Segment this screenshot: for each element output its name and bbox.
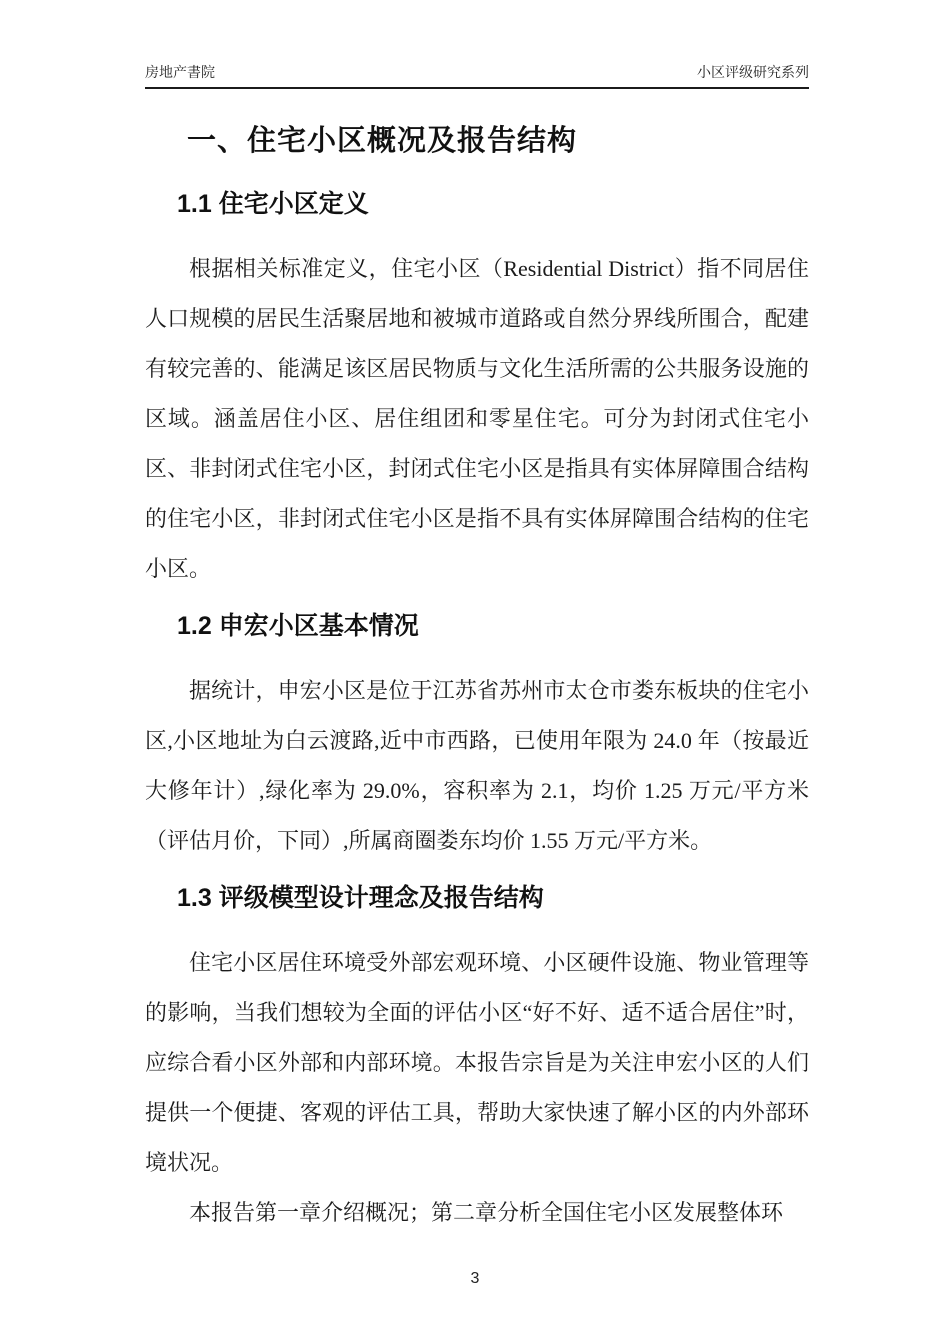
- section-1-1-paragraph: 根据相关标准定义，住宅小区（Residential District）指不同居住人口规模的居民生活聚居地和被城市道路或自然分界线所围合，配建有较完善的、能满足该区居民物质与文化生活所需的公共服务设施的区域。涵盖居住小区、居住组团和零星住宅。可分为封闭式住宅小区、非封闭式住宅小区，封闭式住宅小区是指具有实体屏障围合结构的住宅小区，非封闭式住宅小区是指不具有实体屏障围合结构的住宅小区。: [145, 256, 809, 581]
- section-1-2-paragraph: 据统计，申宏小区是位于江苏省苏州市太仓市娄东板块的住宅小区,小区地址为白云渡路,近中市西路，已使用年限为 24.0 年（按最近大修年计）,绿化率为 29.0%，容积率为 2.1，均价 1.25 万元/平方米（评估月价，下同）,所属商圈娄东均价 1.55 万元/平方米。: [145, 678, 809, 853]
- document-body: [145, 90, 809, 1238]
- section-1-1-heading: 1.1 住宅小区定义: [177, 190, 369, 218]
- header-left-text: 房地产書院: [145, 64, 215, 80]
- section-1-3-paragraph: 住宅小区居住环境受外部宏观环境、小区硬件设施、物业管理等的影响，当我们想较为全面的评估小区“好不好、适不适合居住”时，应综合看小区外部和内部环境。本报告宗旨是为关注申宏小区的人们提供一个便捷、客观的评估工具，帮助大家快速了解小区的内外部环境状况。: [145, 950, 809, 1175]
- page-header: [145, 62, 809, 89]
- section-1-3: [145, 880, 809, 1238]
- section-1-3-heading: 1.3 评级模型设计理念及报告结构: [177, 884, 544, 912]
- section-1-3-paragraph-2: 本报告第一章介绍概况；第二章分析全国住宅小区发展整体环: [189, 1200, 784, 1225]
- section-1-1: [145, 186, 809, 594]
- header-right-text: 小区评级研究系列: [697, 64, 809, 80]
- page-number: 3: [470, 1270, 480, 1287]
- section-1-2: [145, 608, 809, 866]
- chapter-title: 一、住宅小区概况及报告结构: [187, 125, 578, 157]
- section-1-2-heading: 1.2 申宏小区基本情况: [177, 612, 419, 640]
